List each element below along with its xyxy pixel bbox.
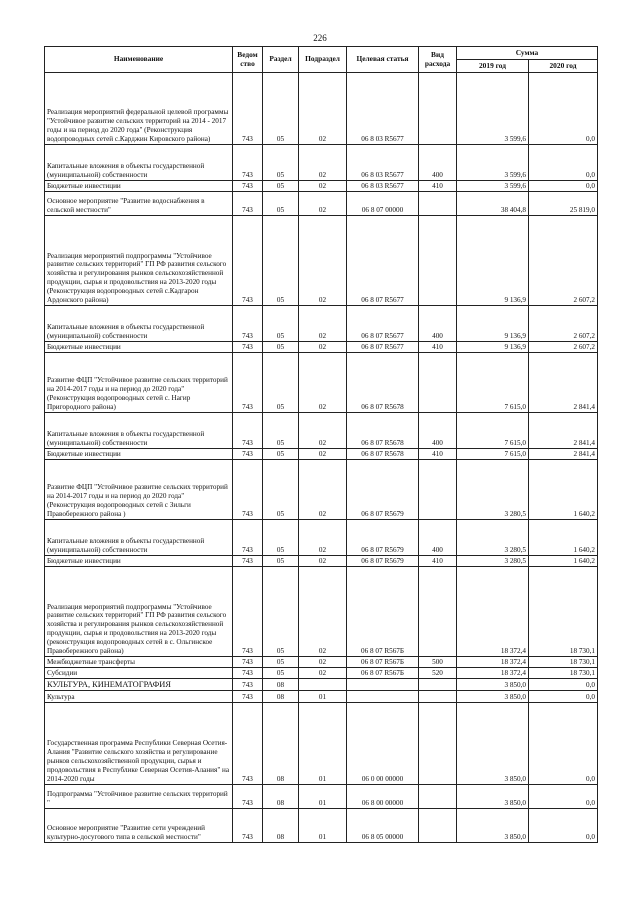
cell-expense-type: 500	[419, 657, 457, 668]
table-row	[45, 342, 598, 353]
cell-expense-type	[419, 703, 457, 785]
cell-expense-type	[419, 679, 457, 691]
cell-podrazdel: 02	[299, 413, 347, 449]
table-row	[45, 216, 598, 306]
cell-name: Бюджетные инвестиции	[45, 556, 233, 567]
cell-razdel: 08	[263, 703, 299, 785]
cell-expense-type	[419, 809, 457, 843]
cell-2019: 38 404,8	[457, 192, 529, 216]
cell-razdel: 05	[263, 216, 299, 306]
cell-2019: 3 850,0	[457, 785, 529, 809]
cell-razdel: 08	[263, 679, 299, 691]
cell-name: Бюджетные инвестиции	[45, 342, 233, 353]
cell-name: КУЛЬТУРА, КИНЕМАТОГРАФИЯ	[45, 679, 233, 691]
page-number: 226	[313, 33, 327, 43]
header-ved: Ведом ство	[233, 47, 263, 73]
table-row	[45, 449, 598, 460]
cell-2019: 3 280,5	[457, 556, 529, 567]
cell-target-article: 06 8 07 R567Б	[347, 657, 419, 668]
cell-name: Капитальные вложения в объекты государственной (муниципальной) собственности	[45, 520, 233, 556]
cell-target-article: 06 8 03 R5677	[347, 73, 419, 145]
cell-target-article: 06 8 07 00000	[347, 192, 419, 216]
table-row	[45, 192, 598, 216]
cell-ved: 743	[233, 520, 263, 556]
cell-expense-type	[419, 460, 457, 520]
cell-podrazdel: 02	[299, 520, 347, 556]
cell-razdel: 05	[263, 556, 299, 567]
cell-target-article: 06 8 07 R5678	[347, 449, 419, 460]
cell-podrazdel: 02	[299, 306, 347, 342]
cell-2020: 0,0	[529, 809, 598, 843]
cell-2020: 0,0	[529, 785, 598, 809]
cell-name: Реализация мероприятий федеральной целевой программы "Устойчивое развитие сельских территорий на 2014 - 2017 годы и на период до 2020 года" (Реконструкция водопроводных сетей с.Карджин Кировского района)	[45, 73, 233, 145]
cell-target-article: 06 8 07 R5678	[347, 413, 419, 449]
cell-2020: 0,0	[529, 691, 598, 703]
cell-target-article: 06 8 05 00000	[347, 809, 419, 843]
cell-target-article: 06 8 07 R5679	[347, 520, 419, 556]
cell-razdel: 05	[263, 181, 299, 192]
cell-target-article: 06 8 07 R5677	[347, 306, 419, 342]
cell-target-article: 06 8 07 R5679	[347, 556, 419, 567]
cell-ved: 743	[233, 413, 263, 449]
cell-target-article: 06 8 07 R5679	[347, 460, 419, 520]
cell-ved: 743	[233, 679, 263, 691]
cell-name: Межбюджетные трансферты	[45, 657, 233, 668]
cell-name: Культура	[45, 691, 233, 703]
cell-name: Бюджетные инвестиции	[45, 449, 233, 460]
cell-name: Подпрограмма "Устойчивое развитие сельских территорий "	[45, 785, 233, 809]
cell-2019: 3 850,0	[457, 703, 529, 785]
cell-podrazdel: 02	[299, 460, 347, 520]
cell-2019: 18 372,4	[457, 668, 529, 679]
cell-name: Бюджетные инвестиции	[45, 181, 233, 192]
cell-2020: 0,0	[529, 73, 598, 145]
cell-expense-type: 410	[419, 181, 457, 192]
cell-ved: 743	[233, 145, 263, 181]
cell-podrazdel: 02	[299, 73, 347, 145]
cell-name: Субсидии	[45, 668, 233, 679]
cell-razdel: 05	[263, 460, 299, 520]
cell-name: Капитальные вложения в объекты государственной (муниципальной) собственности	[45, 413, 233, 449]
table-row	[45, 703, 598, 785]
cell-podrazdel: 02	[299, 181, 347, 192]
cell-razdel: 05	[263, 567, 299, 657]
cell-2020: 0,0	[529, 181, 598, 192]
header-sum: Сумма	[457, 47, 598, 60]
cell-ved: 743	[233, 192, 263, 216]
cell-razdel: 05	[263, 73, 299, 145]
budget-table	[44, 46, 598, 843]
cell-ved: 743	[233, 460, 263, 520]
cell-name: Капитальные вложения в объекты государственной (муниципальной) собственности	[45, 306, 233, 342]
cell-2020: 2 607,2	[529, 216, 598, 306]
cell-ved: 743	[233, 668, 263, 679]
header-razdel: Раздел	[263, 47, 299, 73]
cell-name: Основное мероприятие "Развитие водоснабжения в сельской местности"	[45, 192, 233, 216]
cell-razdel: 08	[263, 691, 299, 703]
cell-podrazdel: 02	[299, 449, 347, 460]
cell-expense-type	[419, 691, 457, 703]
cell-razdel: 05	[263, 657, 299, 668]
cell-2019: 3 599,6	[457, 73, 529, 145]
cell-razdel: 05	[263, 353, 299, 413]
header-expense-type: Вид расхода	[419, 47, 457, 73]
cell-expense-type	[419, 785, 457, 809]
cell-ved: 743	[233, 691, 263, 703]
cell-2019: 3 599,6	[457, 145, 529, 181]
table-row	[45, 520, 598, 556]
cell-name: Государственная программа Республики Северная Осетия-Алания "Развитие сельского хозяйства и регулирование рынков сельскохозяйственной продукции, сырья и продовольствия в Республике Северная Осетия-Алания" на 2014-2020 годы	[45, 703, 233, 785]
cell-expense-type: 400	[419, 520, 457, 556]
cell-2019: 3 280,5	[457, 460, 529, 520]
cell-ved: 743	[233, 785, 263, 809]
cell-razdel: 05	[263, 145, 299, 181]
header-name: Наименование	[45, 47, 233, 73]
cell-razdel: 05	[263, 668, 299, 679]
header-2019: 2019 год	[457, 60, 529, 73]
cell-ved: 743	[233, 353, 263, 413]
cell-2019: 18 372,4	[457, 657, 529, 668]
cell-name: Капитальные вложения в объекты государственной (муниципальной) собственности	[45, 145, 233, 181]
cell-target-article: 06 8 03 R5677	[347, 181, 419, 192]
cell-expense-type	[419, 73, 457, 145]
cell-expense-type: 520	[419, 668, 457, 679]
table-row	[45, 556, 598, 567]
cell-ved: 743	[233, 306, 263, 342]
cell-expense-type	[419, 192, 457, 216]
cell-target-article	[347, 679, 419, 691]
cell-expense-type: 400	[419, 145, 457, 181]
cell-2020: 18 730,1	[529, 668, 598, 679]
cell-name: Развитие ФЦП "Устойчивое развитие сельских территорий на 2014-2017 годы и на период до 2020 года" (Реконструкция водопроводных сетей с Зильги Правобережного района )	[45, 460, 233, 520]
cell-razdel: 05	[263, 342, 299, 353]
table-row	[45, 657, 598, 668]
cell-razdel: 05	[263, 449, 299, 460]
table-row	[45, 306, 598, 342]
cell-podrazdel: 02	[299, 353, 347, 413]
cell-ved: 743	[233, 556, 263, 567]
table-row	[45, 353, 598, 413]
cell-ved: 743	[233, 216, 263, 306]
cell-target-article	[347, 691, 419, 703]
cell-expense-type	[419, 216, 457, 306]
cell-podrazdel: 02	[299, 668, 347, 679]
table-row	[45, 181, 598, 192]
cell-2020: 1 640,2	[529, 556, 598, 567]
cell-2019: 9 136,9	[457, 342, 529, 353]
cell-2020: 2 841,4	[529, 449, 598, 460]
cell-razdel: 08	[263, 809, 299, 843]
cell-2020: 2 841,4	[529, 413, 598, 449]
table-row	[45, 145, 598, 181]
cell-razdel: 08	[263, 785, 299, 809]
cell-2020: 18 730,1	[529, 657, 598, 668]
cell-razdel: 05	[263, 520, 299, 556]
table-row	[45, 413, 598, 449]
cell-2020: 18 730,1	[529, 567, 598, 657]
cell-podrazdel: 02	[299, 145, 347, 181]
cell-target-article: 06 8 00 00000	[347, 785, 419, 809]
cell-2019: 7 615,0	[457, 413, 529, 449]
cell-2020: 2 607,2	[529, 342, 598, 353]
cell-expense-type: 410	[419, 449, 457, 460]
cell-2019: 7 615,0	[457, 353, 529, 413]
cell-target-article: 06 8 07 R5678	[347, 353, 419, 413]
header-2020: 2020 год	[529, 60, 598, 73]
cell-expense-type	[419, 353, 457, 413]
table-row	[45, 668, 598, 679]
cell-ved: 743	[233, 342, 263, 353]
cell-expense-type: 400	[419, 413, 457, 449]
cell-target-article: 06 8 07 R567Б	[347, 567, 419, 657]
cell-2019: 3 280,5	[457, 520, 529, 556]
cell-podrazdel: 01	[299, 809, 347, 843]
cell-2020: 0,0	[529, 145, 598, 181]
cell-podrazdel: 02	[299, 657, 347, 668]
table-row	[45, 809, 598, 843]
cell-2020: 2 841,4	[529, 353, 598, 413]
table-row	[45, 73, 598, 145]
cell-2020: 0,0	[529, 679, 598, 691]
cell-podrazdel: 01	[299, 703, 347, 785]
cell-podrazdel	[299, 679, 347, 691]
header-podrazdel: Подраздел	[299, 47, 347, 73]
cell-target-article: 06 8 07 R567Б	[347, 668, 419, 679]
cell-2020: 0,0	[529, 703, 598, 785]
header-target-article: Целевая статья	[347, 47, 419, 73]
cell-2019: 18 372,4	[457, 567, 529, 657]
cell-podrazdel: 01	[299, 785, 347, 809]
cell-ved: 743	[233, 809, 263, 843]
cell-2019: 7 615,0	[457, 449, 529, 460]
cell-ved: 743	[233, 703, 263, 785]
cell-ved: 743	[233, 449, 263, 460]
cell-name: Основное мероприятие "Развитие сети учреждений культурно-досугового типа в сельской местности"	[45, 809, 233, 843]
cell-podrazdel: 02	[299, 567, 347, 657]
cell-2019: 9 136,9	[457, 216, 529, 306]
cell-2019: 9 136,9	[457, 306, 529, 342]
cell-expense-type: 410	[419, 342, 457, 353]
table-row	[45, 691, 598, 703]
cell-2019: 3 599,6	[457, 181, 529, 192]
cell-expense-type: 410	[419, 556, 457, 567]
cell-name: Реализация мероприятий подпрограммы "Устойчивое развитие сельских территорий" ГП РФ развития сельского хозяйства и регулирования рынков сельскохозяйственной продукции, сырья и продовольствия на 2013-2020 годы (Реконструкция водопроводных сетей с.Кадгарон Ардонского района)	[45, 216, 233, 306]
cell-2019: 3 850,0	[457, 691, 529, 703]
cell-target-article: 06 8 03 R5677	[347, 145, 419, 181]
cell-expense-type	[419, 567, 457, 657]
cell-razdel: 05	[263, 306, 299, 342]
cell-target-article: 06 0 00 00000	[347, 703, 419, 785]
cell-name: Реализация мероприятий подпрограммы "Устойчивое развитие сельских территорий" ГП РФ развития сельского хозяйства и регулирования рынков сельскохозяйственной продукции, сырья и продовольствия на 2013-2020 годы (реконструкция водопроводных сетей в с. Ольгинское Правобережного района)	[45, 567, 233, 657]
cell-target-article: 06 8 07 R5677	[347, 342, 419, 353]
cell-razdel: 05	[263, 192, 299, 216]
cell-podrazdel: 02	[299, 342, 347, 353]
cell-2020: 1 640,2	[529, 520, 598, 556]
cell-2020: 1 640,2	[529, 460, 598, 520]
table-row	[45, 567, 598, 657]
cell-razdel: 05	[263, 413, 299, 449]
cell-target-article: 06 8 07 R5677	[347, 216, 419, 306]
cell-2019: 3 850,0	[457, 809, 529, 843]
table-row	[45, 460, 598, 520]
cell-ved: 743	[233, 73, 263, 145]
cell-podrazdel: 01	[299, 691, 347, 703]
cell-expense-type: 400	[419, 306, 457, 342]
cell-2020: 2 607,2	[529, 306, 598, 342]
cell-podrazdel: 02	[299, 192, 347, 216]
cell-podrazdel: 02	[299, 216, 347, 306]
cell-podrazdel: 02	[299, 556, 347, 567]
cell-ved: 743	[233, 181, 263, 192]
cell-ved: 743	[233, 657, 263, 668]
table-row	[45, 679, 598, 691]
cell-name: Развитие ФЦП "Устойчивое развитие сельских территорий на 2014-2017 годы и на период до 2020 года" (Реконструкция водопроводных сетей с. Нагир Пригородного района)	[45, 353, 233, 413]
table-row	[45, 785, 598, 809]
cell-ved: 743	[233, 567, 263, 657]
cell-2019: 3 850,0	[457, 679, 529, 691]
cell-2020: 25 819,0	[529, 192, 598, 216]
